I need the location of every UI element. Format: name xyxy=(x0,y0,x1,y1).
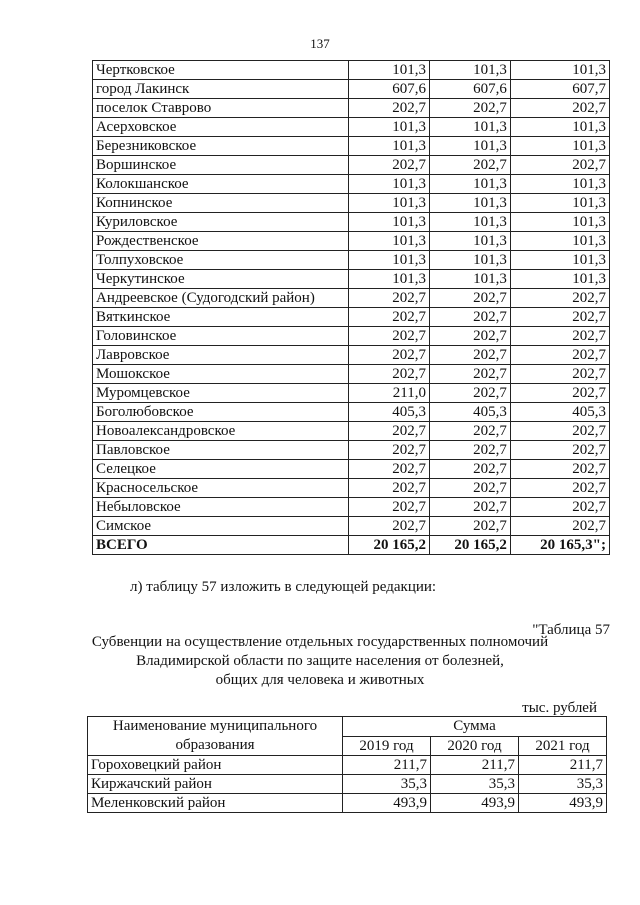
table-row xyxy=(93,232,610,251)
cell-2021: 101,3 xyxy=(510,137,609,156)
cell-2019: 101,3 xyxy=(349,213,430,232)
cell-2021: 202,7 xyxy=(510,289,609,308)
cell-2020: 202,7 xyxy=(429,308,510,327)
title-line: Субвенции на осуществление отдельных государственных полномочий xyxy=(91,634,549,650)
cell-2019: 101,3 xyxy=(349,137,430,156)
cell-2020: 202,7 xyxy=(429,479,510,498)
cell-2020: 202,7 xyxy=(429,517,510,536)
cell-name: ВСЕГО xyxy=(93,536,349,555)
table-row xyxy=(93,156,610,175)
header-name-column: Наименование муниципального образования xyxy=(88,717,343,756)
header-year-2019: 2019 год xyxy=(343,736,431,756)
table-row xyxy=(93,384,610,403)
title-line: общих для человека и животных xyxy=(215,672,425,688)
table-row xyxy=(93,194,610,213)
cell-2020: 101,3 xyxy=(429,213,510,232)
table-row xyxy=(93,498,610,517)
table-row xyxy=(93,403,610,422)
cell-name: Селецкое xyxy=(93,460,349,479)
cell-name: Симское xyxy=(93,517,349,536)
cell-2020: 493,9 xyxy=(431,794,519,813)
cell-2019: 202,7 xyxy=(349,308,430,327)
table-row xyxy=(93,61,610,80)
cell-2020: 202,7 xyxy=(429,156,510,175)
cell-name: Чертковское xyxy=(93,61,349,80)
cell-2019: 607,6 xyxy=(349,80,430,99)
cell-2019: 202,7 xyxy=(349,327,430,346)
table-row xyxy=(93,365,610,384)
cell-2019: 202,7 xyxy=(349,99,430,118)
cell-2020: 202,7 xyxy=(429,460,510,479)
cell-2019: 101,3 xyxy=(349,270,430,289)
cell-2021: 202,7 xyxy=(510,498,609,517)
cell-2021: 211,7 xyxy=(519,756,607,775)
table-row xyxy=(88,775,607,794)
cell-2021: 202,7 xyxy=(510,327,609,346)
cell-2021: 202,7 xyxy=(510,156,609,175)
cell-2021: 101,3 xyxy=(510,194,609,213)
table-row xyxy=(88,794,607,813)
cell-2020: 202,7 xyxy=(429,346,510,365)
cell-2020: 35,3 xyxy=(431,775,519,794)
cell-2021: 405,3 xyxy=(510,403,609,422)
table-row xyxy=(93,270,610,289)
cell-name: Копнинское xyxy=(93,194,349,213)
cell-2019: 202,7 xyxy=(349,479,430,498)
cell-2019: 211,0 xyxy=(349,384,430,403)
cell-name: Мошокское xyxy=(93,365,349,384)
cell-name: город Лакинск xyxy=(93,80,349,99)
cell-2019: 211,7 xyxy=(343,756,431,775)
cell-2021: 101,3 xyxy=(510,232,609,251)
cell-name: Воршинское xyxy=(93,156,349,175)
cell-2021: 202,7 xyxy=(510,422,609,441)
header-year-2021: 2021 год xyxy=(519,736,607,756)
table-row xyxy=(93,175,610,194)
cell-2019: 202,7 xyxy=(349,156,430,175)
table-row xyxy=(93,80,610,99)
cell-name: Колокшанское xyxy=(93,175,349,194)
cell-2020: 101,3 xyxy=(429,61,510,80)
cell-name: Павловское xyxy=(93,441,349,460)
cell-2020: 101,3 xyxy=(429,137,510,156)
units-label: тыс. рублей xyxy=(522,700,597,716)
cell-2020: 202,7 xyxy=(429,498,510,517)
cell-2021: 101,3 xyxy=(510,61,609,80)
cell-2021: 202,7 xyxy=(510,384,609,403)
cell-2020: 20 165,2 xyxy=(429,536,510,555)
cell-2020: 101,3 xyxy=(429,251,510,270)
cell-2021: 202,7 xyxy=(510,99,609,118)
table-row xyxy=(93,346,610,365)
table-row xyxy=(93,479,610,498)
table-56-continuation xyxy=(92,60,610,555)
cell-name: Лавровское xyxy=(93,346,349,365)
cell-2019: 202,7 xyxy=(349,289,430,308)
cell-2020: 202,7 xyxy=(429,365,510,384)
cell-name: Рождественское xyxy=(93,232,349,251)
cell-2019: 20 165,2 xyxy=(349,536,430,555)
cell-2019: 405,3 xyxy=(349,403,430,422)
cell-2019: 101,3 xyxy=(349,194,430,213)
cell-2021: 202,7 xyxy=(510,517,609,536)
cell-2019: 202,7 xyxy=(349,441,430,460)
cell-2020: 607,6 xyxy=(429,80,510,99)
cell-2019: 202,7 xyxy=(349,346,430,365)
cell-name: поселок Ставрово xyxy=(93,99,349,118)
cell-2020: 202,7 xyxy=(429,327,510,346)
cell-2020: 405,3 xyxy=(429,403,510,422)
cell-2021: 101,3 xyxy=(510,251,609,270)
cell-2019: 202,7 xyxy=(349,498,430,517)
table-row xyxy=(93,251,610,270)
table-row xyxy=(93,460,610,479)
cell-2021: 202,7 xyxy=(510,346,609,365)
table-row xyxy=(93,118,610,137)
total-row xyxy=(93,536,610,555)
cell-2020: 101,3 xyxy=(429,232,510,251)
amendment-instruction: л) таблицу 57 изложить в следующей редакции: xyxy=(130,579,437,595)
cell-2019: 101,3 xyxy=(349,232,430,251)
cell-name: Березниковское xyxy=(93,137,349,156)
cell-2021: 20 165,3"; xyxy=(510,536,609,555)
cell-name: Красносельское xyxy=(93,479,349,498)
cell-2021: 202,7 xyxy=(510,460,609,479)
cell-2021: 35,3 xyxy=(519,775,607,794)
table-row xyxy=(93,99,610,118)
cell-2020: 202,7 xyxy=(429,99,510,118)
cell-2019: 35,3 xyxy=(343,775,431,794)
cell-2020: 211,7 xyxy=(431,756,519,775)
cell-2020: 101,3 xyxy=(429,118,510,137)
cell-2020: 202,7 xyxy=(429,384,510,403)
table-row xyxy=(93,327,610,346)
cell-name: Вяткинское xyxy=(93,308,349,327)
cell-2019: 101,3 xyxy=(349,175,430,194)
table-row xyxy=(93,308,610,327)
cell-name: Толпуховское xyxy=(93,251,349,270)
cell-name: Асерховское xyxy=(93,118,349,137)
cell-2020: 202,7 xyxy=(429,422,510,441)
cell-2021: 202,7 xyxy=(510,365,609,384)
cell-2019: 493,9 xyxy=(343,794,431,813)
table-row xyxy=(88,756,607,775)
cell-2021: 202,7 xyxy=(510,479,609,498)
cell-2021: 607,7 xyxy=(510,80,609,99)
cell-2020: 101,3 xyxy=(429,194,510,213)
table-row xyxy=(93,517,610,536)
cell-name: Киржачский район xyxy=(88,775,343,794)
cell-name: Муромцевское xyxy=(93,384,349,403)
table-row xyxy=(93,289,610,308)
title-line: Владимирской области по защите населения от болезней, xyxy=(136,653,504,669)
cell-2020: 101,3 xyxy=(429,270,510,289)
cell-2019: 101,3 xyxy=(349,118,430,137)
cell-name: Меленковский район xyxy=(88,794,343,813)
table-label: "Таблица 57 xyxy=(532,622,610,638)
cell-name: Куриловское xyxy=(93,213,349,232)
cell-2020: 101,3 xyxy=(429,175,510,194)
cell-name: Небыловское xyxy=(93,498,349,517)
cell-2019: 101,3 xyxy=(349,61,430,80)
cell-2021: 101,3 xyxy=(510,270,609,289)
cell-2021: 101,3 xyxy=(510,175,609,194)
cell-name: Головинское xyxy=(93,327,349,346)
cell-2019: 202,7 xyxy=(349,365,430,384)
table-title xyxy=(0,633,640,690)
cell-2021: 493,9 xyxy=(519,794,607,813)
page-number: 137 xyxy=(310,36,330,51)
header-sum-column: Сумма xyxy=(343,717,607,737)
cell-2021: 101,3 xyxy=(510,213,609,232)
cell-name: Новоалександровское xyxy=(93,422,349,441)
cell-2019: 202,7 xyxy=(349,422,430,441)
cell-name: Гороховецкий район xyxy=(88,756,343,775)
cell-name: Черкутинское xyxy=(93,270,349,289)
table-row xyxy=(93,213,610,232)
table-row xyxy=(93,137,610,156)
header-year-2020: 2020 год xyxy=(431,736,519,756)
table-row xyxy=(93,422,610,441)
cell-2020: 202,7 xyxy=(429,289,510,308)
cell-name: Боголюбовское xyxy=(93,403,349,422)
table-row xyxy=(93,441,610,460)
cell-2021: 101,3 xyxy=(510,118,609,137)
cell-2020: 202,7 xyxy=(429,441,510,460)
table-57 xyxy=(87,716,607,813)
cell-2021: 202,7 xyxy=(510,308,609,327)
cell-2019: 202,7 xyxy=(349,460,430,479)
cell-2019: 202,7 xyxy=(349,517,430,536)
cell-2019: 101,3 xyxy=(349,251,430,270)
cell-name: Андреевское (Судогодский район) xyxy=(93,289,349,308)
cell-2021: 202,7 xyxy=(510,441,609,460)
